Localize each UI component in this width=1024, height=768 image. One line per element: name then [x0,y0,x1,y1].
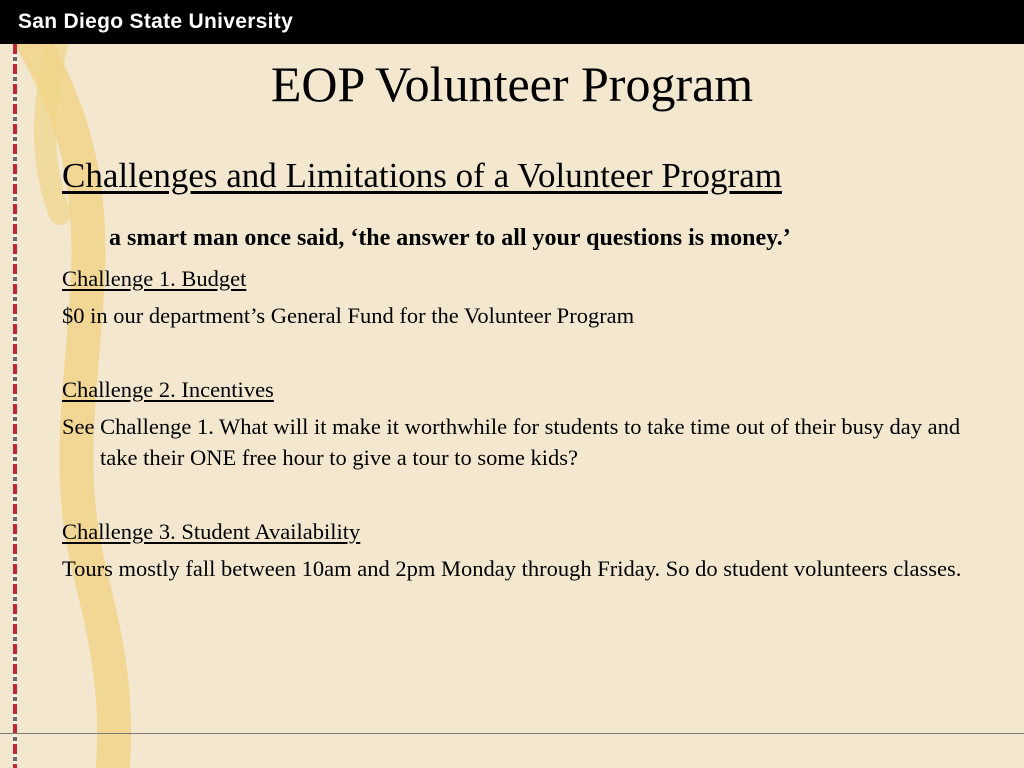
challenge-item [62,374,962,473]
challenge-heading: Challenge 1. Budget [62,266,247,291]
challenge-heading: Challenge 3. Student Availability [62,519,361,544]
bottom-divider [0,733,1024,734]
university-name: San Diego State University [18,10,294,33]
challenges-list [62,263,962,584]
slide-subtitle: Challenges and Limitations of a Volunteer Program [62,156,782,195]
challenge-item [62,263,962,331]
challenge-text: $0 in our department’s General Fund for the Volunteer Program [62,303,635,328]
slide-title: EOP Volunteer Program [270,56,754,112]
header-bar [0,0,1024,44]
challenge-item [62,516,962,584]
challenge-text: Tours mostly fall between 10am and 2pm Monday through Friday. So do student volunteers classes. [62,556,962,581]
challenge-text: See Challenge 1. What will it make it worthwhile for students to take time out of their busy day and take their ONE free hour to give a tour to some kids? [62,414,961,470]
left-decorative-rule [13,44,17,768]
quote-text: a smart man once said, ‘the answer to all your questions is money.’ [109,225,791,251]
challenge-heading: Challenge 2. Incentives [62,377,274,402]
